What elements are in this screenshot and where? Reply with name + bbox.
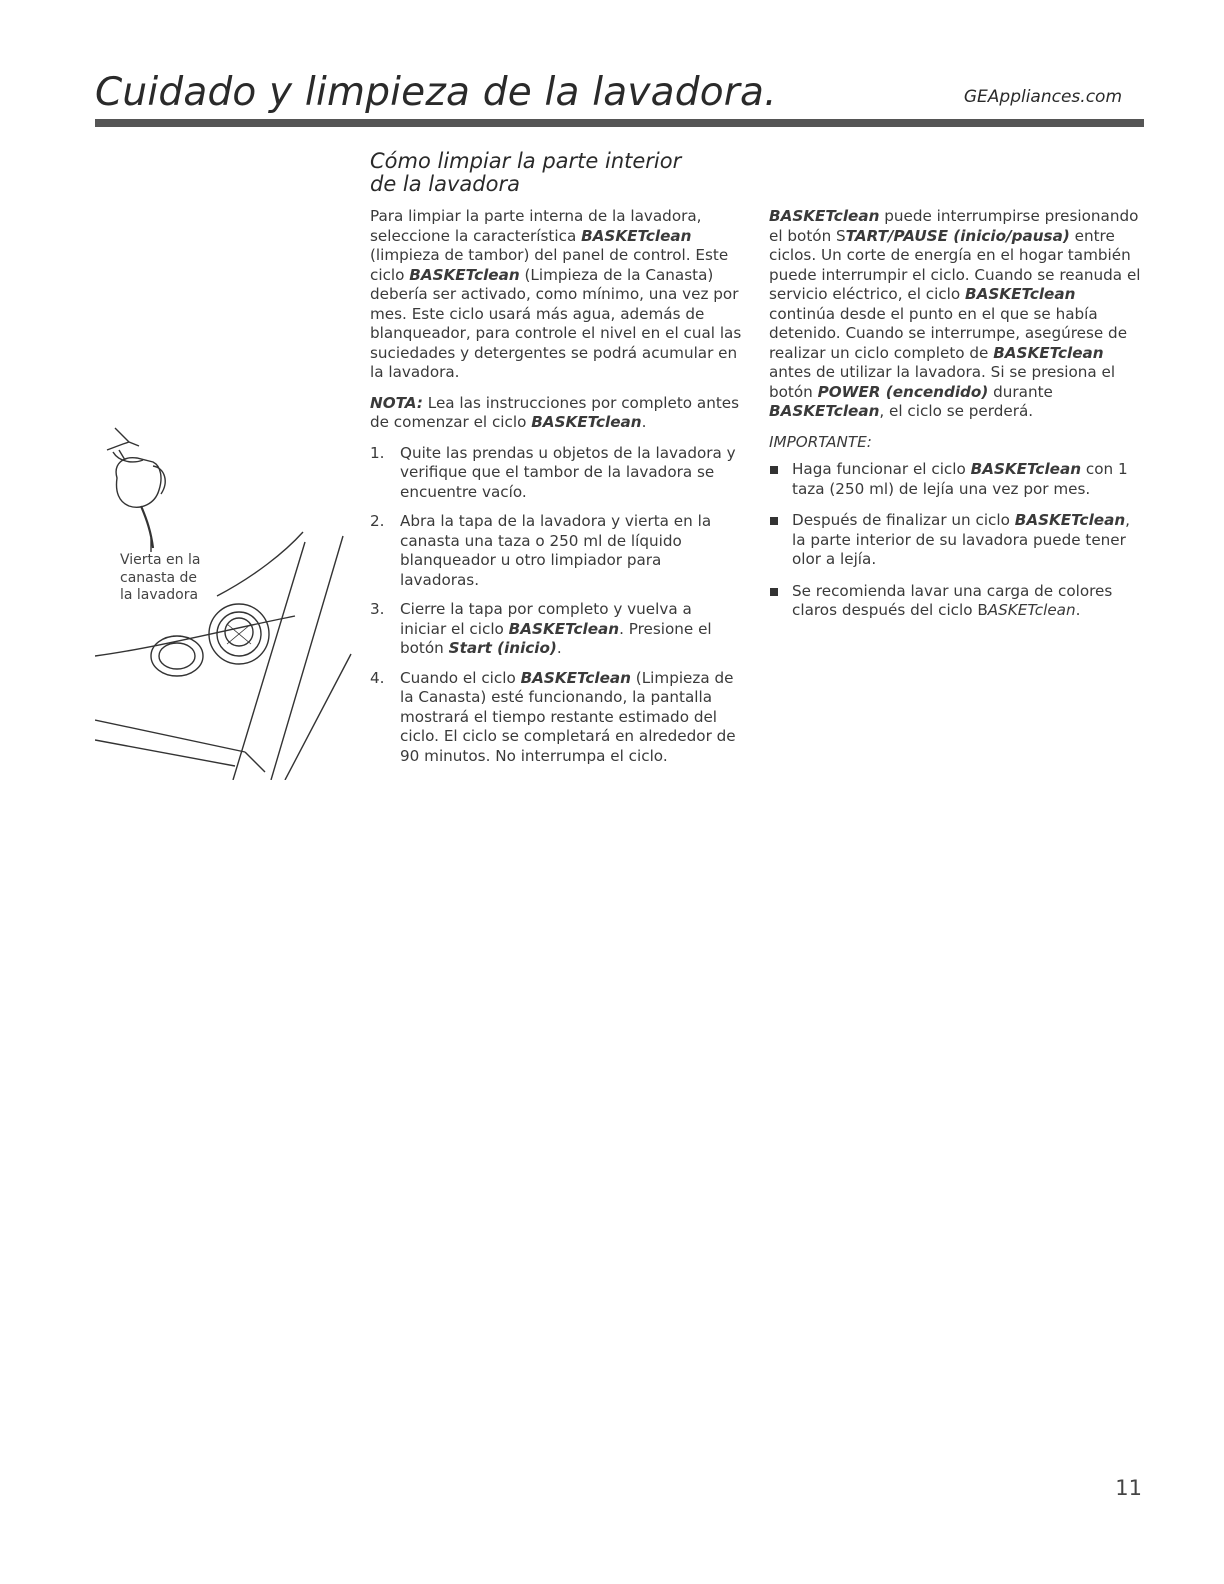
step-text: Abra la tapa de la lavadora y vierta en la canasta una taza o 250 ml de líquido blanqueador u otro limpiador para lavadoras. xyxy=(400,512,712,589)
step-text: . xyxy=(556,639,562,657)
right-text-column xyxy=(769,207,1144,633)
square-bullet-icon xyxy=(770,517,778,525)
step-text: (Limpieza de la Canasta) esté funcionando, la pantalla mostrará el tiempo restante estimado del ciclo. El ciclo se completará en alrededor de 90 minutos. No interrumpa el ciclo. xyxy=(400,668,736,765)
bullet-text: Después de finalizar un ciclo xyxy=(792,511,1015,529)
site-url: GEAppliances.com xyxy=(963,87,1122,107)
bullet-text: . xyxy=(1075,601,1081,619)
step-number: 4. xyxy=(370,668,385,687)
header-rule xyxy=(95,119,1144,127)
bullet-text: Se recomienda lavar una carga de colores claros después del ciclo B xyxy=(792,581,1113,619)
step-basketclean: BASKETclean xyxy=(508,619,620,638)
intro-basketclean-1: BASKETclean xyxy=(581,226,692,245)
intro-text-3: (Limpieza de la Canasta) debería ser activado, como mínimo, una vez por mes. Este ciclo usará más agua, además de blanqueador, para controle el nivel en el cual las suciedades y detergentes se podrá acumular en la lavadora. xyxy=(370,265,742,381)
intro-paragraph xyxy=(370,207,742,383)
para-text-4: antes de utilizar la lavadora. Si se presiona el botón xyxy=(769,363,1116,401)
caption-line-1: Vierta en la xyxy=(120,552,201,568)
list-item xyxy=(370,444,742,503)
para-text-5: durante xyxy=(988,382,1053,401)
list-item xyxy=(370,600,742,659)
step-number: 1. xyxy=(370,443,385,462)
para-power-label: POWER (encendido) xyxy=(817,382,989,401)
para-basketclean-4: BASKETclean xyxy=(769,402,880,420)
para-basketclean-3: BASKETclean xyxy=(993,343,1104,362)
caption-line-3: la lavadora xyxy=(120,587,199,603)
list-item xyxy=(769,460,1144,499)
step-start-button-label: Start (inicio) xyxy=(448,639,557,657)
steps-list xyxy=(370,444,742,767)
note-basketclean: BASKETclean xyxy=(531,413,642,431)
section-heading-line-1: Cómo limpiar la parte interior xyxy=(370,149,682,173)
bullet-text: con 1 taza (250 ml) de lejía una vez por mes. xyxy=(792,460,1128,498)
list-item xyxy=(370,512,742,590)
para-start-pause-label: TART/PAUSE (inicio/pausa) xyxy=(845,226,1070,245)
intro-basketclean-2: BASKETclean xyxy=(409,265,520,284)
para-text-2: entre ciclos. Un corte de energía en el hogar también puede interrumpir el ciclo. Cuando se reanuda el servicio eléctrico, el ciclo xyxy=(769,226,1141,303)
bullet-text: Haga funcionar el ciclo xyxy=(792,460,971,478)
bullet-basketclean: BASKETclean xyxy=(970,460,1082,478)
caption-line-2: canasta de xyxy=(120,569,198,586)
step-number: 2. xyxy=(370,512,385,530)
left-text-column xyxy=(370,207,742,776)
step-text: Cuando el ciclo xyxy=(400,668,521,687)
bullet-basketclean: ASKETclean xyxy=(987,601,1076,619)
page-title: Cuidado y limpieza de la lavadora. xyxy=(95,70,777,115)
note-text-1: Lea las instrucciones por completo antes de comenzar el ciclo xyxy=(370,393,740,431)
para-basketclean-2: BASKETclean xyxy=(965,285,1076,303)
square-bullet-icon xyxy=(770,588,778,596)
illustration-caption xyxy=(120,552,220,605)
intro-text-1: Para limpiar la parte interna de la lavadora, seleccione la característica xyxy=(370,207,702,245)
section-heading xyxy=(370,150,681,196)
page-number: 11 xyxy=(1115,1476,1142,1500)
section-heading-line-2: de la lavadora xyxy=(370,172,520,196)
list-item xyxy=(370,669,742,767)
step-basketclean: BASKETclean xyxy=(520,668,631,687)
step-text: . Presione el botón xyxy=(400,619,712,657)
bullet-text: , la parte interior de su lavadora puede tener olor a lejía. xyxy=(792,511,1130,568)
interrupt-paragraph xyxy=(769,207,1144,422)
list-item xyxy=(769,511,1144,570)
note-label: NOTA: xyxy=(370,393,423,412)
bullet-basketclean: BASKETclean xyxy=(1014,511,1126,529)
para-text-1: puede interrumpirse presionando el botón S xyxy=(769,207,1139,245)
important-heading: IMPORTANTE: xyxy=(769,432,872,451)
para-text-3: continúa desde el punto en el que se había detenido. Cuando se interrumpe, asegúrese de realizar un ciclo completo de xyxy=(769,304,1128,362)
note-paragraph xyxy=(370,394,742,433)
step-number: 3. xyxy=(370,600,385,618)
square-bullet-icon xyxy=(770,466,778,474)
important-list xyxy=(769,460,1144,621)
para-basketclean-1: BASKETclean xyxy=(769,207,880,225)
step-text: Cierre la tapa por completo y vuelva a iniciar el ciclo xyxy=(400,600,692,638)
para-text-6: , el ciclo se perderá. xyxy=(879,402,1034,420)
note-text-2: . xyxy=(641,413,647,431)
step-text: Quite las prendas u objetos de la lavadora y verifique que el tambor de la lavadora se encuentre vacío. xyxy=(400,443,736,501)
intro-text-2: (limpieza de tambor) del panel de control. Este ciclo xyxy=(370,246,729,284)
list-item xyxy=(769,582,1144,621)
